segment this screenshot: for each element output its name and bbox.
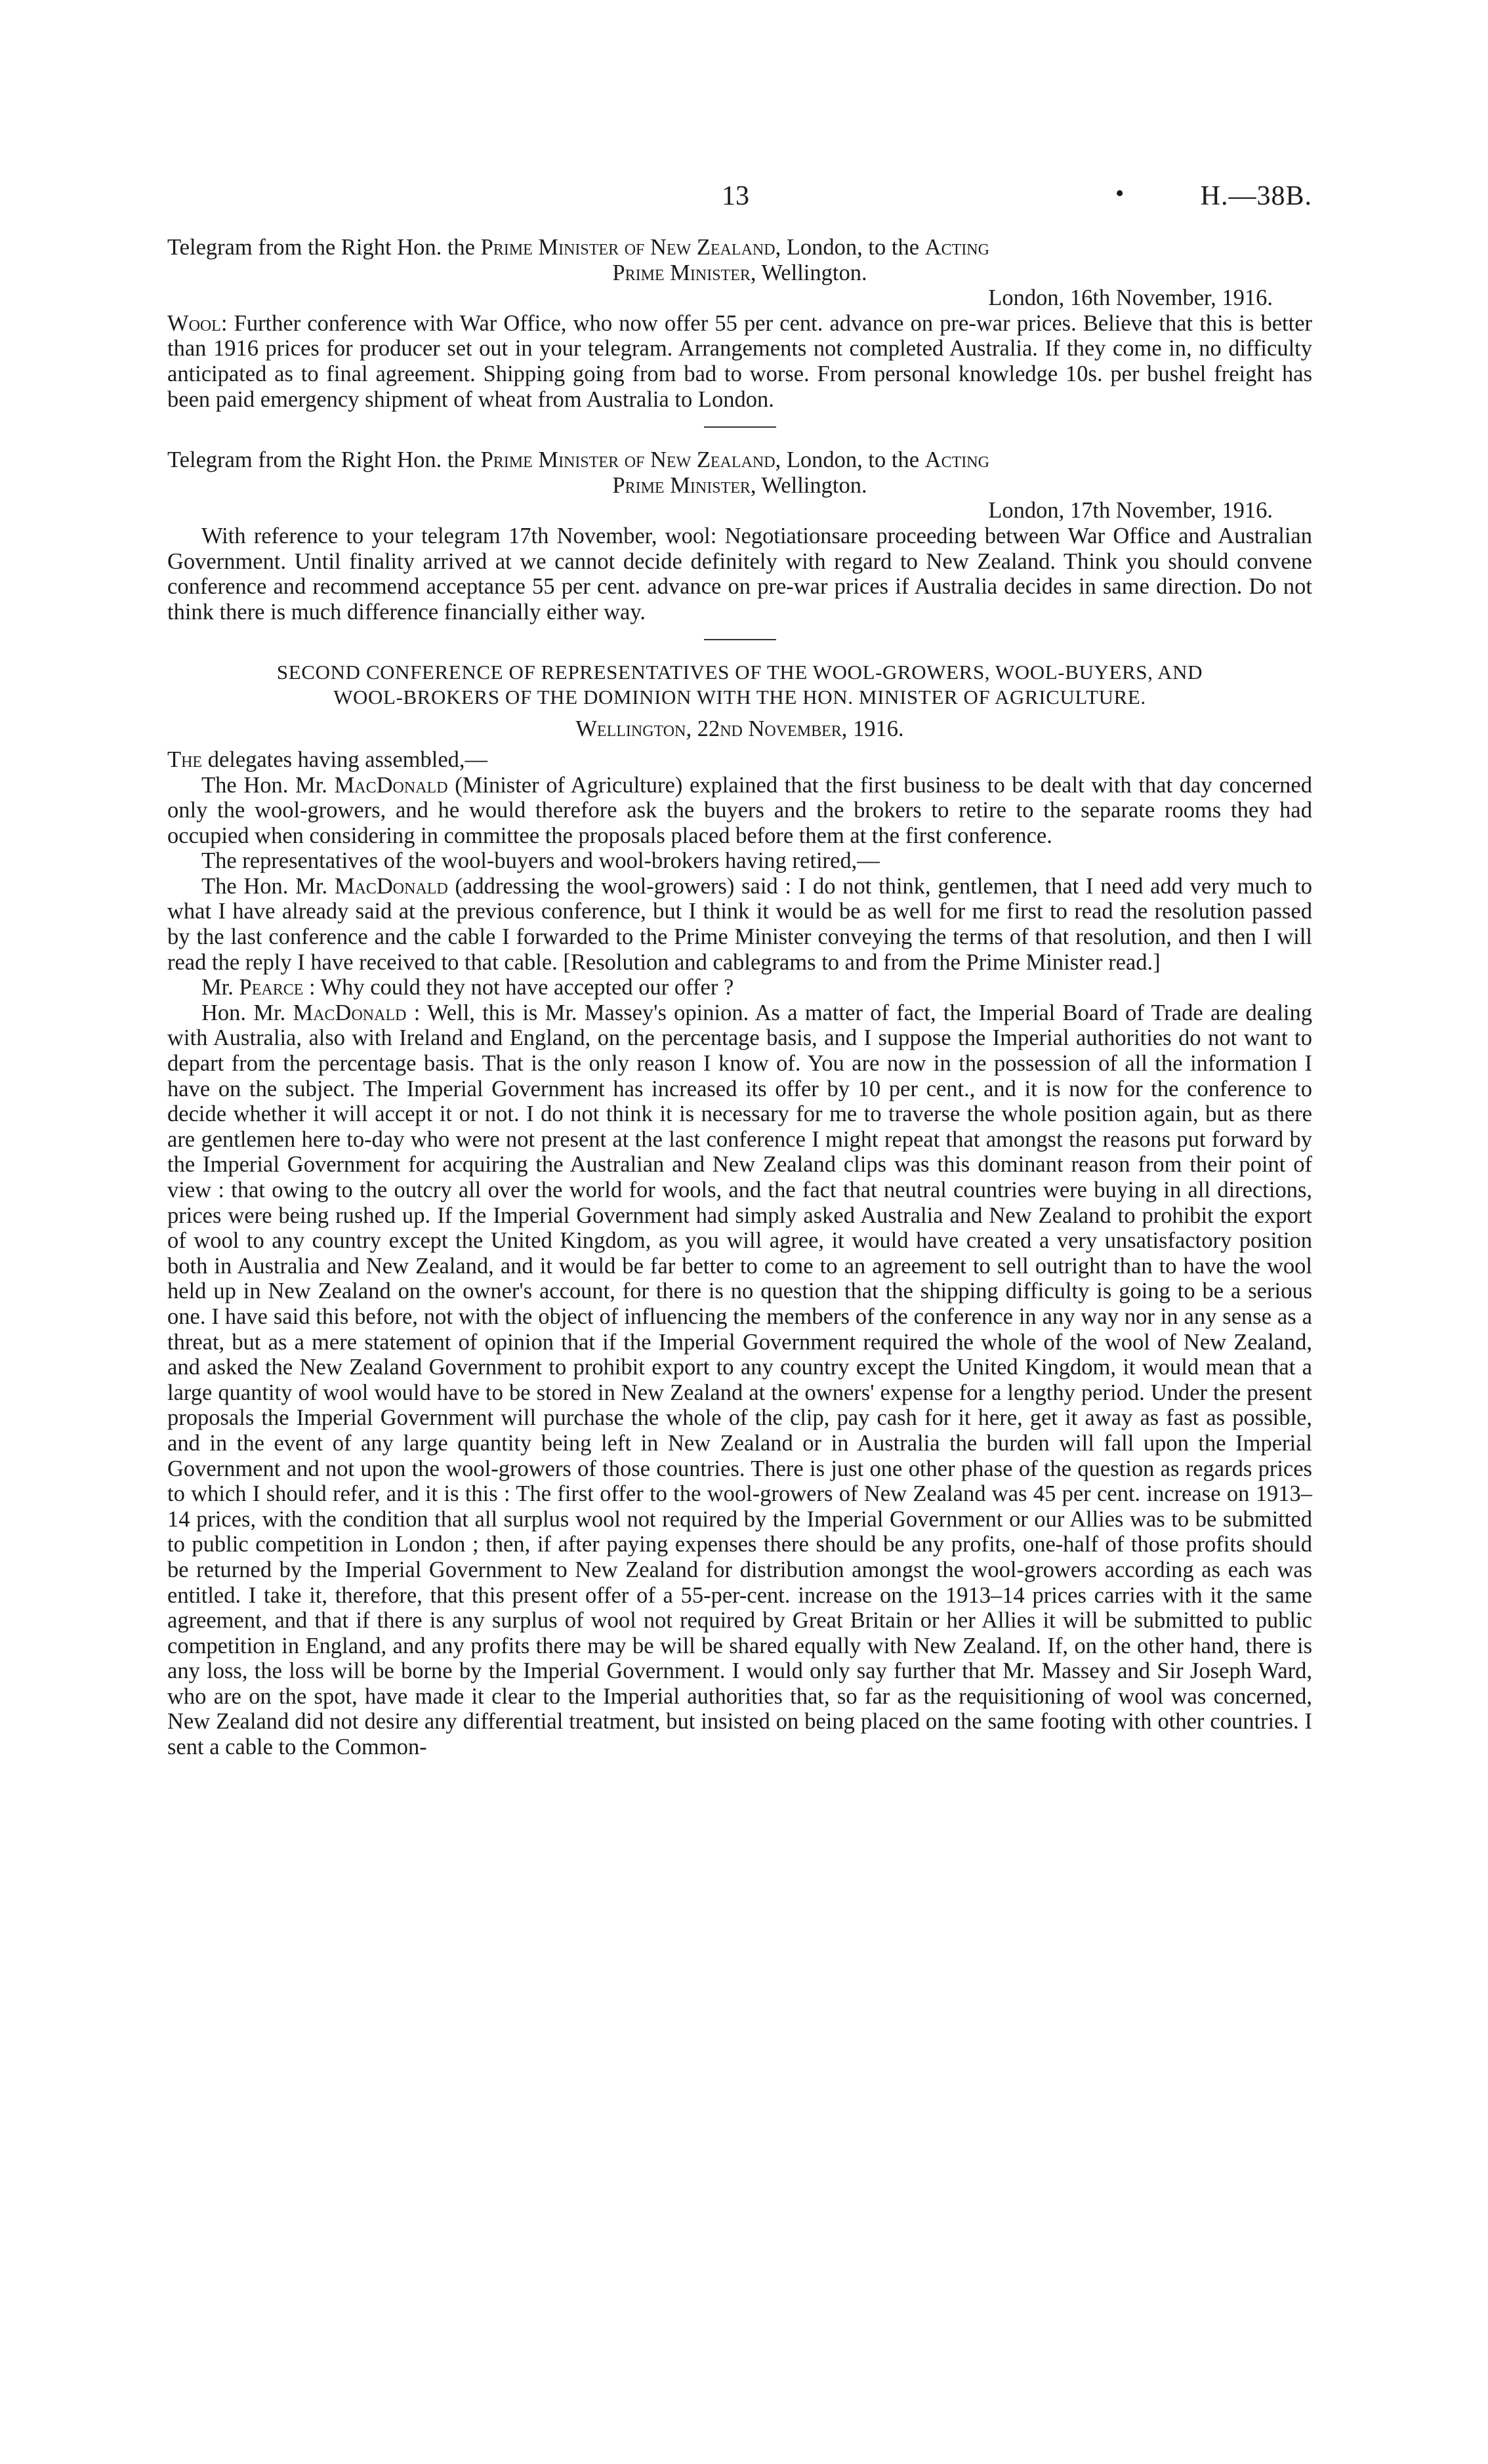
telegram-2-recipient: Prime Minister: [612, 472, 751, 498]
telegram-2-location: , Wellington.: [750, 472, 867, 498]
conference-paragraph-1: [167, 773, 1312, 849]
conference-place-date: Wellington, 22nd November, 1916.: [575, 716, 904, 742]
conference-title-line-1: SECOND CONFERENCE OF REPRESENTATIVES OF THE WOOL-GROWERS, WOOL-BUYERS, AND: [276, 661, 1203, 684]
telegram-1-location: , Wellington.: [750, 260, 867, 285]
telegram-1-recipient: Prime Minister: [612, 260, 751, 285]
conference-paragraph-5: [167, 1000, 1312, 1760]
telegram-1-body-text: : Further conference with War Office, who now offer 55 per cent. advance on pre-war prices. Believe that this is better than 1916 prices for producer set out in your telegram. Arrangements not completed Australia. If they come in, no difficulty anticipated as to final agreement. Shipping going from bad to worse. From personal knowledge 10s. per bushel freight has been paid emergency shipment of wheat from Australia to London.: [167, 310, 1312, 412]
telegram-2-dateline: London, 17th November, 1916.: [988, 498, 1273, 524]
telegram-2-heading-mid: , London, to the: [775, 447, 920, 473]
telegram-2-heading: [167, 447, 1312, 473]
conference-paragraph-4: [167, 975, 1312, 1000]
telegram-2-from: Prime Minister of New Zealand: [480, 447, 775, 473]
telegram-2-heading-line2: [167, 473, 1312, 499]
telegram-1-to: Acting: [924, 235, 989, 260]
section-divider: [704, 426, 776, 428]
speaker-title: Hon. Mr.: [201, 1000, 286, 1025]
page-number: 13: [722, 181, 749, 211]
speaker-title: The Hon. Mr.: [201, 873, 328, 899]
document-page: [167, 177, 1312, 1760]
page-header: [167, 177, 1312, 223]
conference-opening-text: delegates having assembled,—: [202, 747, 488, 772]
speaker-name: MacDonald: [334, 772, 448, 798]
conference-opening-word: The: [167, 747, 203, 772]
header-mark: •: [1115, 180, 1125, 207]
conference-paragraph-2: The representatives of the wool-buyers and wool-brokers having retired,—: [201, 848, 880, 874]
speaker-title: Mr.: [201, 975, 234, 1000]
paragraph-text: (addressing the wool-growers) said : I do not think, gentlemen, that I need add very much to what I have already said at the previous conference, but I think it would be as well for me first to read the resolution passed by the last conference and the cable I forwarded to the Prime Minister conveying the terms of that resolution, and then I will read the reply I have received to that cable. [Resolution and cablegrams to and from the Prime Minister read.]: [167, 873, 1313, 975]
telegram-1-heading-mid: , London, to the: [775, 235, 920, 260]
telegram-2-heading-pre: Telegram from the Right Hon. the: [167, 447, 475, 473]
telegram-1-dateline: London, 16th November, 1916.: [988, 285, 1273, 311]
speaker-name: Pearce: [239, 975, 304, 1000]
conference-title-line-2: WOOL-BROKERS OF THE DOMINION WITH THE HON. MINISTER OF AGRICULTURE.: [333, 686, 1146, 709]
speaker-title: The Hon. Mr.: [201, 772, 327, 798]
conference-paragraph-3: [167, 874, 1312, 975]
conference-opening: [167, 747, 1312, 773]
telegram-1-heading-pre: Telegram from the Right Hon. the: [167, 235, 475, 260]
telegram-1-from: Prime Minister of New Zealand: [480, 235, 775, 260]
telegram-2-body: With reference to your telegram 17th November, wool: Negotiationsare proceeding between War Office and Australian Government. Until finality arrived at we cannot decide definitely with regard to New Zealand. Think you should convene conference and recommend acceptance 55 per cent. advance on pre-war prices if Australia decides in same direction. Do not think there is much difference financially either way.: [167, 523, 1312, 625]
document-id: H.—38B.: [1200, 181, 1312, 211]
section-divider: [704, 639, 776, 640]
telegram-1-heading: [167, 235, 1312, 260]
telegram-2-to: Acting: [924, 447, 989, 473]
telegram-1-body: [167, 311, 1312, 412]
telegram-1-lead-word: Wool: [167, 310, 221, 336]
paragraph-text: : Why could they not have accepted our offer ?: [303, 975, 734, 1000]
speaker-name: MacDonald: [334, 873, 448, 899]
paragraph-text: : Well, this is Mr. Massey's opinion. As a matter of fact, the Imperial Board of Trade are dealing with Australia, also with Ireland and England, on the percentage basis, and I suppose the Imperial authorities do not want to depart from the percentage basis. That is the only reason I know of. You are now in the possession of all the information I have on the subject. The Imperial Government has increased its offer by 10 per cent., and it is now for the conference to decide whether it will accept it or not. I do not think it is necessary for me to traverse the whole position again, but as there are gentlemen here to-day who were not present at the last conference I might repeat that amongst the reasons put forward by the Imperial Government for acquiring the Australian and New Zealand clips was this dominant reason from their point of view : that owing to the outcry all over the world for wools, and the fact that neutral countries were buying in all directions, prices were being rushed up. If the Imperial Government had simply asked Australia and New Zealand to prohibit the export of wool to any country except the United Kingdom, as you will agree, it would have created a very unsatisfactory position both in Australia and New Zealand, and it would be far better to come to an agreement to sell outright than to have the wool held up in New Zealand on the owner's account, for there is no question that the shipping difficulty is going to be a serious one. I have said this before, not with the object of influencing the members of the conference in any way nor in any sense as a threat, but as a mere statement of opinion that if the Imperial Government required the whole of the wool of New Zealand, and asked the New Zealand Government to prohibit export to any country except the United Kingdom, it would mean that a large quantity of wool would have to be stored in New Zealand at the owners' expense for a lengthy period. Under the present proposals the Imperial Government will purchase the whole of the clip, pay cash for it here, get it away as fast as possible, and in the event of any large quantity being left in New Zealand or in Australia the burden will fall upon the Imperial Government and not upon the wool-growers of those countries. There is just one other phase of the question as regards prices to which I should refer, and it is this : The first offer to the wool-growers of New Zealand was 45 per cent. increase on 1913–14 prices, with the condition that all surplus wool not required by the Imperial Government or our Allies was to be submitted to public competition in London ; then, if after paying expenses there should be any profits, one-half of those profits should be returned by the Imperial Government to New Zealand for distribution amongst the wool-growers according as each was entitled. I take it, therefore, that this present offer of a 55-per-cent. increase on the 1913–14 prices carries with it the same agreement, and that if there is any surplus of wool not required by Great Britain or her Allies it will be submitted to public competition in England, and any profits there may be will be shared equally with New Zealand. If, on the other hand, there is any loss, the loss will be borne by the Imperial Government. I would only say further that Mr. Massey and Sir Joseph Ward, who are on the spot, have made it clear to the Imperial authorities that, so far as the requisitioning of wool was concerned, New Zealand did not desire any differential treatment, but insisted on being placed on the same footing with other countries. I sent a cable to the Common-: [167, 1000, 1312, 1760]
telegram-1-heading-line2: [167, 260, 1312, 286]
speaker-name: MacDonald: [293, 1000, 407, 1025]
paragraph-text: (Minister of Agriculture) explained that the first business to be dealt with that day concerned only the wool-growers, and he would therefore ask the buyers and the brokers to retire to the separate rooms they had occupied when considering in committee the proposals placed before them at the first conference.: [167, 772, 1312, 848]
